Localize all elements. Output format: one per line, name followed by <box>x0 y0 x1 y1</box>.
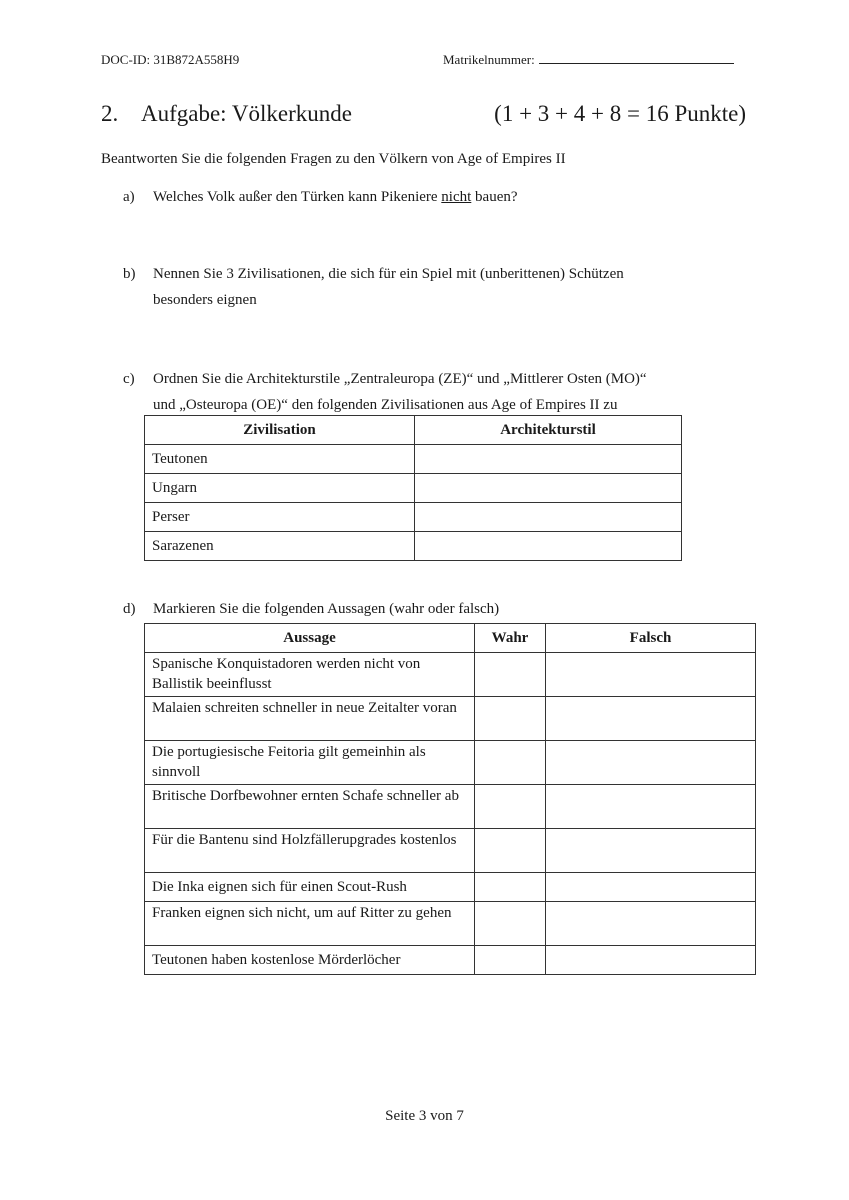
statement-cell: Die Inka eignen sich für einen Scout-Rush <box>145 873 475 902</box>
matrikel-label: Matrikelnummer: <box>443 52 535 67</box>
table-row <box>145 785 756 829</box>
question-b-line2: besonders eignen <box>153 292 257 308</box>
table-row <box>145 503 682 532</box>
statement-cell: Spanische Konquistadoren werden nicht von Ballistik beeinflusst <box>145 653 475 697</box>
statement-cell: Die portugiesische Feitoria gilt gemeinhin als sinnvoll <box>145 741 475 785</box>
statements-table <box>144 623 756 975</box>
false-answer-cell[interactable] <box>546 653 756 697</box>
statement-cell: Franken eignen sich nicht, um auf Ritter zu gehen <box>145 902 475 946</box>
table-row <box>145 653 756 697</box>
question-b-label: b) <box>123 266 136 282</box>
task-title-text: Aufgabe: Völkerkunde <box>141 101 352 126</box>
task-title <box>101 101 352 127</box>
false-answer-cell[interactable] <box>546 785 756 829</box>
true-answer-cell[interactable] <box>475 785 546 829</box>
true-answer-cell[interactable] <box>475 653 546 697</box>
false-answer-cell[interactable] <box>546 902 756 946</box>
true-answer-cell[interactable] <box>475 873 546 902</box>
false-answer-cell[interactable] <box>546 741 756 785</box>
intro-text: Beantworten Sie die folgenden Fragen zu den Völkern von Age of Empires II <box>101 151 566 167</box>
table-row <box>145 697 756 741</box>
question-d <box>123 596 743 622</box>
statement-cell: Malaien schreiten schneller in neue Zeitalter voran <box>145 697 475 741</box>
question-a <box>123 184 723 210</box>
table-row <box>145 946 756 975</box>
question-a-text <box>153 184 723 210</box>
false-answer-cell[interactable] <box>546 873 756 902</box>
true-answer-cell[interactable] <box>475 829 546 873</box>
column-header-aussage: Aussage <box>145 624 475 653</box>
civilization-cell: Perser <box>145 503 415 532</box>
table-header-row <box>145 624 756 653</box>
table-header-row <box>145 416 682 445</box>
true-answer-cell[interactable] <box>475 697 546 741</box>
question-d-text: Markieren Sie die folgenden Aussagen (wahr oder falsch) <box>153 601 500 617</box>
column-header-zivilisation: Zivilisation <box>145 416 415 445</box>
doc-id: DOC-ID: 31B872A558H9 <box>101 52 240 67</box>
statement-cell: Teutonen haben kostenlose Mörderlöcher <box>145 946 475 975</box>
table-row <box>145 873 756 902</box>
true-answer-cell[interactable] <box>475 741 546 785</box>
table-row <box>145 902 756 946</box>
task-number: 2. <box>101 101 119 126</box>
matrikel-blank <box>539 52 734 64</box>
column-header-architekturstil: Architekturstil <box>415 416 682 445</box>
architecture-answer-cell[interactable] <box>415 532 682 561</box>
table-row <box>145 474 682 503</box>
true-answer-cell[interactable] <box>475 946 546 975</box>
architecture-answer-cell[interactable] <box>415 445 682 474</box>
true-answer-cell[interactable] <box>475 902 546 946</box>
question-a-label: a) <box>123 189 135 205</box>
task-points: (1 + 3 + 4 + 8 = 16 Punkte) <box>494 101 746 126</box>
column-header-wahr: Wahr <box>475 624 546 653</box>
question-a-emphasis: nicht <box>441 189 472 205</box>
architecture-table <box>144 415 682 561</box>
architecture-answer-cell[interactable] <box>415 503 682 532</box>
page-footer: Seite 3 von 7 <box>385 1108 464 1124</box>
architecture-answer-cell[interactable] <box>415 474 682 503</box>
civilization-cell: Sarazenen <box>145 532 415 561</box>
question-d-label: d) <box>123 601 136 617</box>
statement-cell: Für die Bantenu sind Holzfällerupgrades kostenlos <box>145 829 475 873</box>
question-a-text-1: Welches Volk außer den Türken kann Pikeniere <box>153 189 442 205</box>
column-header-falsch: Falsch <box>546 624 756 653</box>
table-row <box>145 445 682 474</box>
question-c-line1: Ordnen Sie die Architekturstile „Zentraleuropa (ZE)“ und „Mittlerer Osten (MO)“ <box>153 371 647 387</box>
civilization-cell: Teutonen <box>145 445 415 474</box>
question-b-line1: Nennen Sie 3 Zivilisationen, die sich für ein Spiel mit (unberittenen) Schützen <box>153 266 624 282</box>
table-row <box>145 829 756 873</box>
table-row <box>145 741 756 785</box>
question-c <box>123 366 743 418</box>
statement-cell: Britische Dorfbewohner ernten Schafe schneller ab <box>145 785 475 829</box>
false-answer-cell[interactable] <box>546 946 756 975</box>
question-b <box>123 261 723 313</box>
question-c-label: c) <box>123 371 135 387</box>
civilization-cell: Ungarn <box>145 474 415 503</box>
question-c-line2: und „Osteuropa (OE)“ den folgenden Zivilisationen aus Age of Empires II zu <box>153 397 618 413</box>
table-row <box>145 532 682 561</box>
question-a-text-2: bauen? <box>471 189 518 205</box>
false-answer-cell[interactable] <box>546 829 756 873</box>
matrikel-field <box>443 52 734 68</box>
false-answer-cell[interactable] <box>546 697 756 741</box>
